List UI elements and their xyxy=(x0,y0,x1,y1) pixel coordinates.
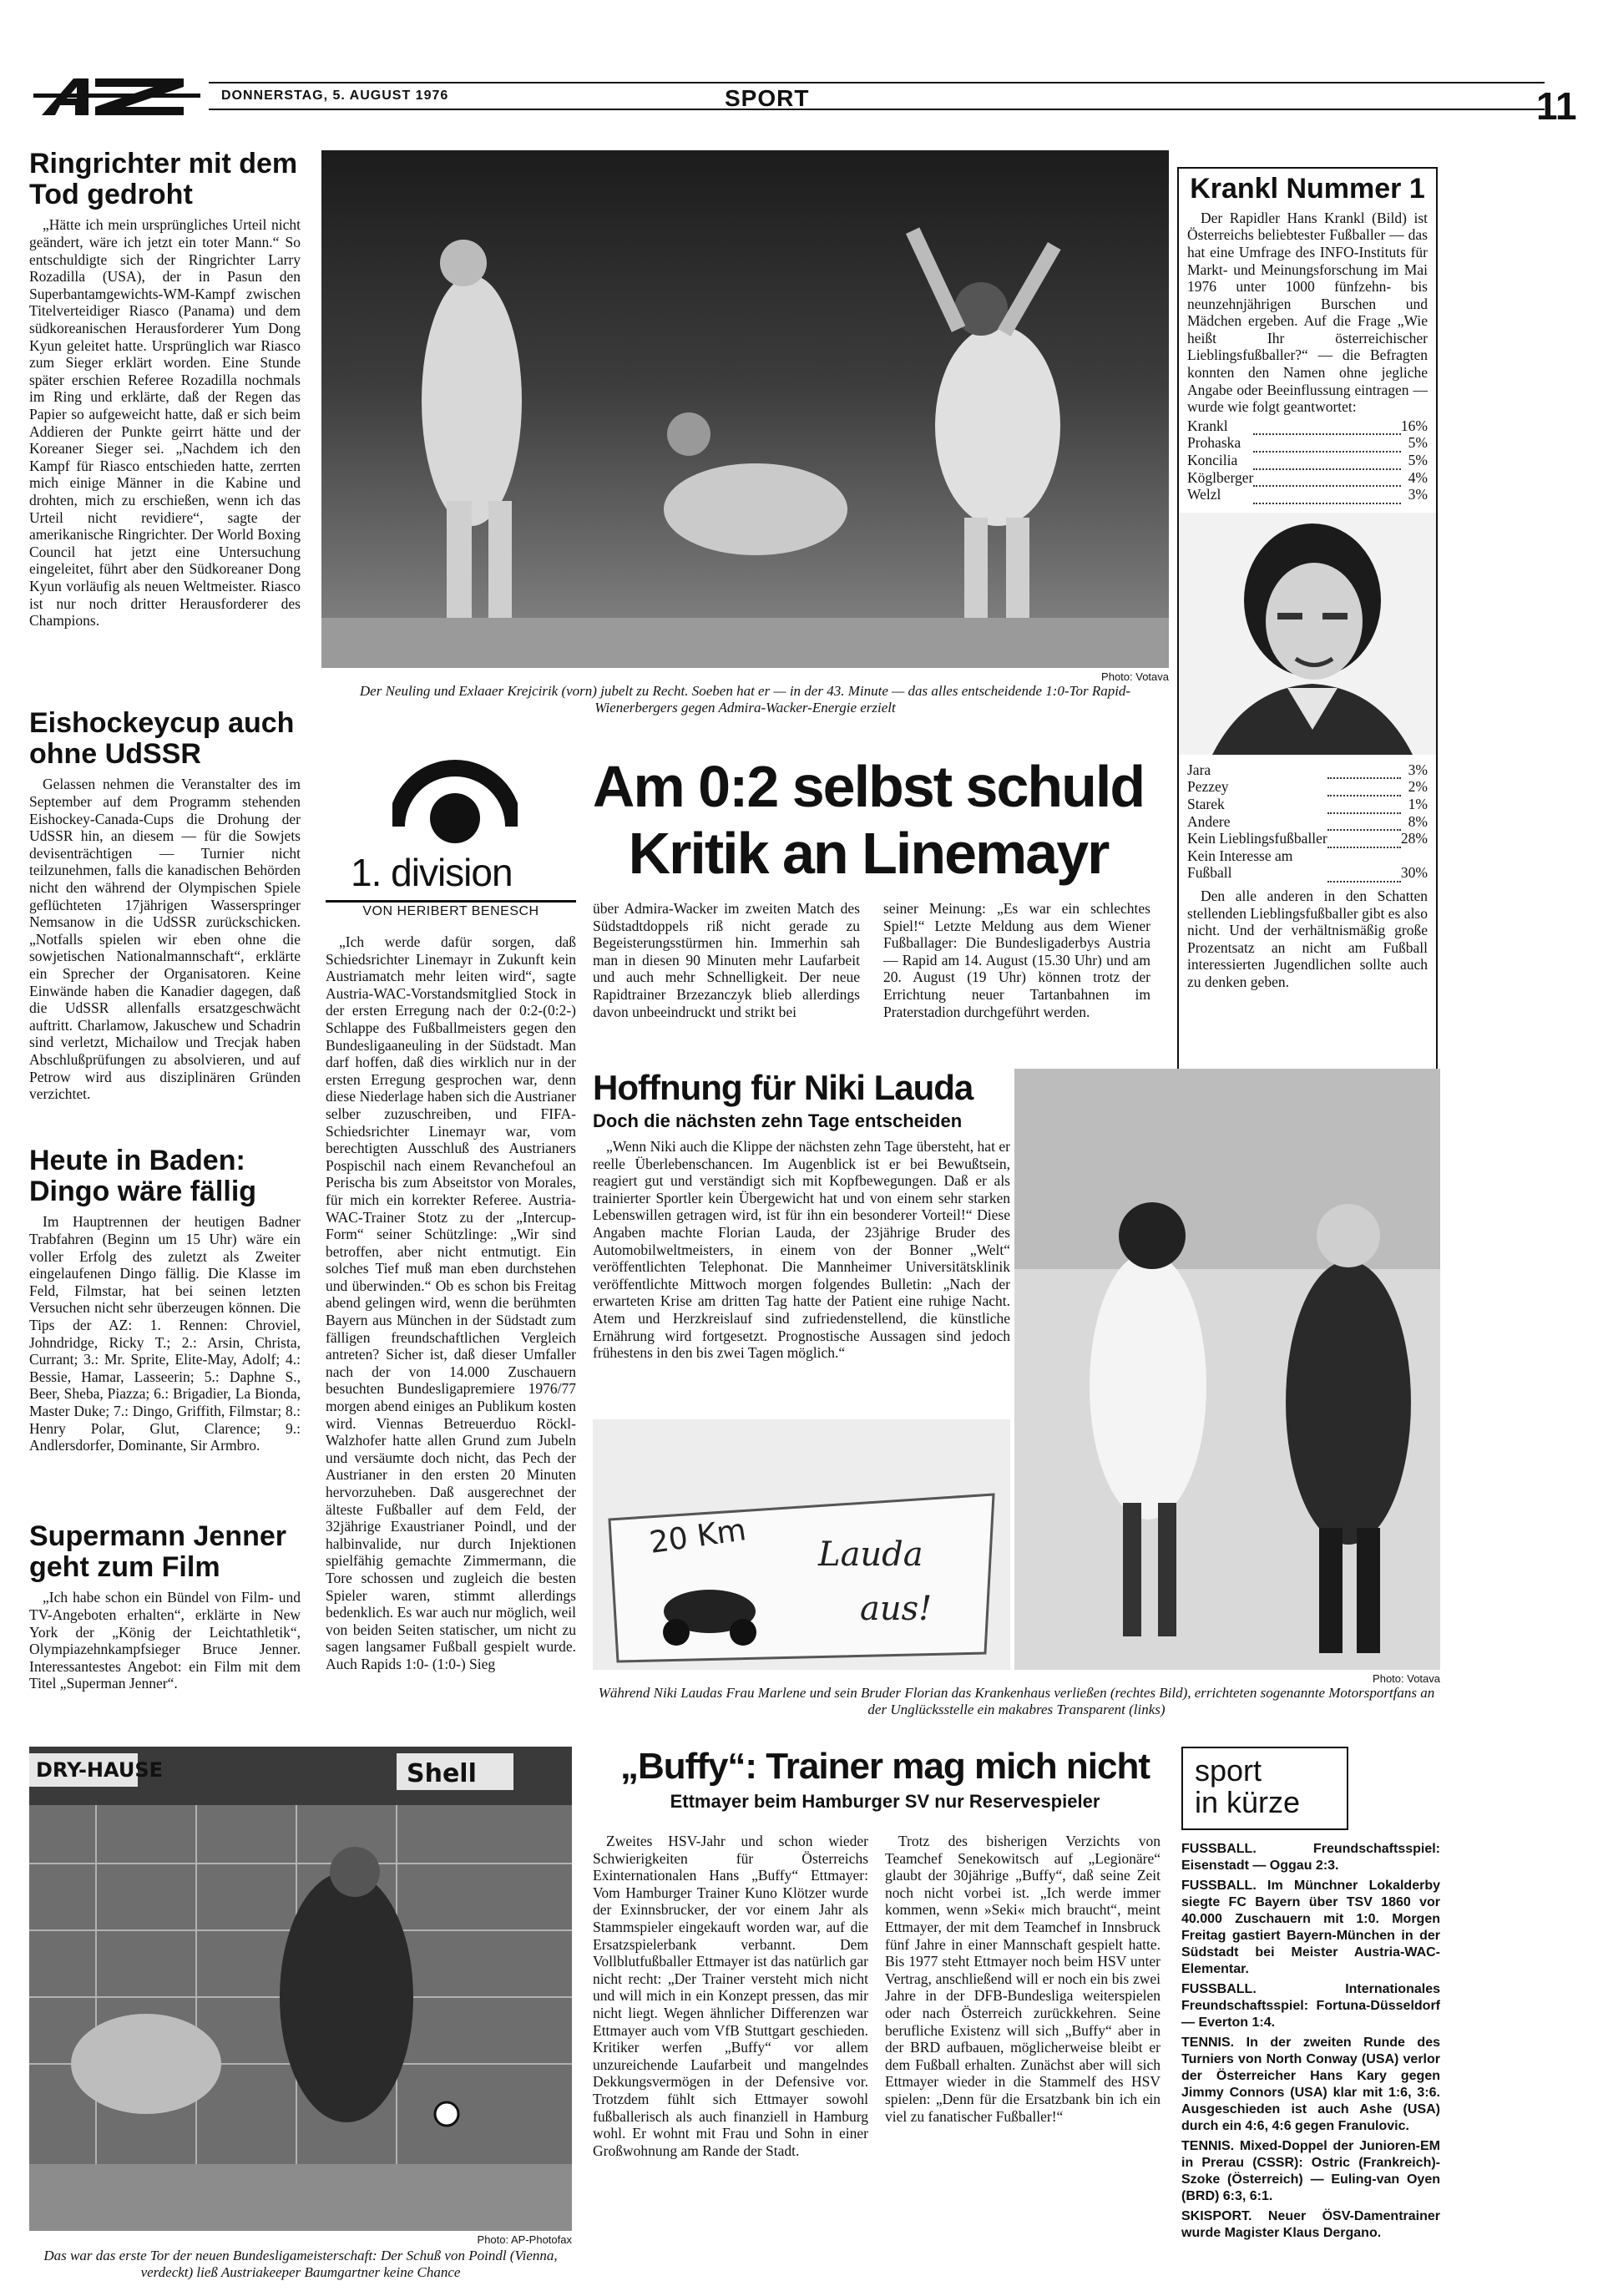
kurz-item-label: FUSSBALL. xyxy=(1181,1879,1257,1893)
division-headline-1: Am 0:2 selbst schuld xyxy=(592,754,1145,819)
goal-scene-image xyxy=(29,1747,572,2231)
ad-board-1: DRY-HAUSE xyxy=(36,1758,163,1782)
kurz-box-line-2: in kürze xyxy=(1195,1785,1301,1819)
article-body: „Ich habe schon ein Bündel von Film- und TV-Angeboten erhalten“, erklärte in New York der „König der Leichtathletik“, Olympiazehnkampfsieger Bruce Jenner. Interessantestes Angebot: ein Film mit dem Titel „Superman Jenner“. xyxy=(29,1589,301,1692)
poll-row: Koncilia 5% xyxy=(1187,452,1428,469)
division-logo xyxy=(326,751,576,910)
headline: Hoffnung für Niki Lauda xyxy=(593,1068,973,1107)
kurz-item xyxy=(1181,2035,1440,2135)
kurz-item xyxy=(1181,2138,1440,2205)
kurz-item-label: TENNIS. xyxy=(1181,2139,1235,2153)
division-emblem-icon xyxy=(392,751,518,856)
photo-credit: Photo: Votava xyxy=(1373,1672,1440,1685)
svg-text:Lauda: Lauda xyxy=(818,1535,923,1574)
kurz-item xyxy=(1181,1878,1440,1978)
division-headline-2: Kritik an Linemayr xyxy=(628,821,1109,886)
ad-board-2: Shell xyxy=(407,1759,477,1788)
photo-caption: Der Neuling und Exlaaer Krejcirik (vorn) jubelt zu Recht. Soeben hat er — in der 43. Minute — das alles entscheidende 1:0-Tor Rapid-Wienerbergers gegen Admira-Wacker-Energie erzielt xyxy=(359,683,1131,716)
section-title: SPORT xyxy=(725,85,810,111)
top-photo xyxy=(321,150,1169,668)
kurz-item-text: Neuer ÖSV-Damentrainer wurde Magister Klaus Dergano. xyxy=(1181,2209,1440,2240)
article-body: Im Hauptrennen der heutigen Badner Trabfahren (Beginn um 15 Uhr) wäre ein voller Erfolg des zuletzt als Zweiter eingelaufenen Dingo fällig. Die Klasse im Feld, Filmstar, hat bei seinen letzten Versuchen nicht sehr überzeugen können. Die Tips der AZ: 1. Rennen: Chroviel, Johndridge, Ricky T.; 2.: Arsin, Christa, Currant; 3.: Mr. Sprite, Elite-May, Adolf; 4.: Bessie, Hamar, Lasseerin; 5.: Daphne S., Beer, Sheba, Piazza; 6.: Brigadier, La Bionda, Master Duke; 7.: Dingo, Griffith, Filmstar; 8.: Henry Polar, Glut, Clarence; 9.: Andlersdorfer, Dominante, Sir Armbro. xyxy=(29,1213,301,1454)
family-image xyxy=(1014,1069,1440,1670)
kurz-item-label: FUSSBALL. xyxy=(1181,1842,1257,1856)
headline: Ringrichter mit dem Tod gedroht xyxy=(29,148,298,210)
poll-table-top xyxy=(1187,417,1428,504)
poll-row: Kein Interesse am Fußball 30% xyxy=(1187,847,1428,882)
article-ringrichter xyxy=(29,149,301,630)
lauda-family-photo xyxy=(1014,1069,1440,1670)
article-lauda xyxy=(593,1069,1010,1362)
svg-text:aus!: aus! xyxy=(860,1590,933,1628)
poll-row: Andere 8% xyxy=(1187,812,1428,830)
buffy-col-2: Trotz des bisherigen Verzichts von Teamchef Senekowitsch auf „Legionäre“ glaubt der 30jährige „Buffy“, daß seine Zeit noch nicht vorbei ist. „Ich werde immer kommen, wenn »Seki« mich braucht“, meint Ettmayer, der mit dem Teamchef in Innsbruck fünf Jahre in einer Mannschaft gespielt hatte. Bis 1977 steht Ettmayer noch beim HSV unter Vertrag, anschließend will er noch ein bis zwei Jahre in der DFB-Bundesliga weiterspielen oder nach Österreich zurückkehren. Seine berufliche Existenz will sich „Buffy“ aber in der BRD aufbauen, möglicherweise bleibt er dem Fußball erhalten. Zunächst aber will sich Ettmayer wieder in die Stammelf des HSV spielen: „Denn für die Ersatzbank bin ich ein viel zu fanatischer Fußballer!“ xyxy=(885,1833,1161,2125)
article-body: Gelassen nehmen die Veranstalter des im September auf dem Programm stehenden Eishockey-Canada-Cups die Drohung der UdSSR hin, an diesem — für die Sowjets devisenträchtigen — Turnier nicht teilzunehmen, falls die kanadischen Behörden nicht den während der Olympischen Spiele geflüchteten 17jährigen Wasserspringer Nemsanow in die UdSSR zurückschicken. „Notfalls spielen wir eben ohne die sowjetischen Nationalmannschaft“, erklärte ein Sprecher der Organisatoren. Keine Einwände haben die Kanadier dagegen, daß die UdSSR allenfalls ersatzgeschwächt auftritt. Charlamow, Jakuschew und Schadrin sind verletzt, Michailow und Trecjak haben Abschlußprüfungen zu absolvieren, und auf Petrow wird aus disziplinären Gründen verzichtet. xyxy=(29,776,301,1103)
masthead xyxy=(33,73,1444,124)
poll-row: Jara 3% xyxy=(1187,761,1428,778)
poll-row: Starek 1% xyxy=(1187,796,1428,812)
photo-credit: Photo: AP-Photofax xyxy=(477,2233,572,2246)
article-jenner xyxy=(29,1521,301,1692)
subheadline: Doch die nächsten zehn Tage entscheiden xyxy=(593,1110,963,1132)
issue-date: DONNERSTAG, 5. AUGUST 1976 xyxy=(221,89,449,103)
krankl-portrait xyxy=(1179,513,1436,755)
headline: Eishockeycup auch ohne UdSSR xyxy=(29,707,295,770)
kurz-item xyxy=(1181,1981,1440,2031)
krankl-outro: Den alle anderen in den Schatten stellenden Lieblingsfußballer gibt es also nicht. Und der verhältnismäßig große Prozentsatz an nicht am Fußball interessierten Jugendlichen sollte auch zu denken geben. xyxy=(1187,887,1428,990)
headline: „Buffy“: Trainer mag mich nicht xyxy=(620,1746,1150,1787)
poll-row: Kein Lieblingsfußballer 28% xyxy=(1187,830,1428,847)
kurz-item-text: Mixed-Doppel der Junioren-EM in Prerau (CSSR): Ostric (Frankreich)-Szoke (Österreich) — Euling-van Oyen (BRD) 6:3, 6:1. xyxy=(1181,2139,1440,2203)
division-logo-text: 1. division xyxy=(351,851,513,894)
bottom-photo xyxy=(29,1747,572,2231)
division-col-2: über Admira-Wacker im zweiten Match des Südstadtdoppels riß nicht gerade zu Begeisterungsstürmen hin. Immerhin sah man in diesen 90 Minuten mehr Laufarbeit und auch mehr Schnelligkeit. Der neue Rapidtrainer Brzezanczyk blieb allerdings davon unbeeindruckt und strikt bei xyxy=(593,900,860,1020)
poll-table-bottom xyxy=(1187,761,1428,882)
subheadline: Ettmayer beim Hamburger SV nur Reservespieler xyxy=(670,1790,1100,1812)
krankl-box xyxy=(1177,167,1438,1070)
headline: Krankl Nummer 1 xyxy=(1190,173,1425,205)
article-body: „Wenn Niki auch die Klippe der nächsten zehn Tage übersteht, hat er reelle Überlebenschancen. Im Augenblick ist er bei Bewußtsein, reagiert gut und verständigt sich mit Kopfbewegungen. Daß er als trainierter Sportler kein Übergewicht hat und von einem sehr starken Lebenswillen getragen wird, ist für ihn ein besonderer Vorteil!“ Diese Angaben machte Florian Lauda, der 23jährige Bruder des Automobilweltmeisters, in einem von der Bonner „Welt“ veröffentlichten Telephonat. Die Mannheimer Universitätsklinik veröffentlichte Mittwoch morgen folgendes Bulletin: „Nach der erwarteten Krise am dritten Tag hatte der Patient eine ruhige Nacht. Atem und Herzkreislauf sind zufriedenstellend, die künstliche Ernährung wird fortgesetzt. Prognostische Aussagen sind jedoch frühestens in den bis zwei Tagen möglich.“ xyxy=(593,1138,1010,1362)
kurz-item-text: Im Münchner Lokalderby siegte FC Bayern über TSV 1860 vor 40.000 Zuschauern mit 1:0. Morgen Freitag gastiert Bayern-München in der Südstadt bei Meister Austria-WAC-Elementar. xyxy=(1181,1879,1440,1976)
poll-row: Welzl 3% xyxy=(1187,486,1428,503)
kurz-item-label: TENNIS. xyxy=(1181,2036,1235,2050)
poll-row: Krankl 16% xyxy=(1187,417,1428,434)
football-scene-image xyxy=(321,150,1169,668)
article-eishockey xyxy=(29,708,301,1103)
svg-text:20 Km: 20 Km xyxy=(647,1513,749,1560)
kurz-item xyxy=(1181,2208,1440,2242)
poll-row: Pezzey 2% xyxy=(1187,778,1428,796)
kurz-item-label: FUSSBALL. xyxy=(1181,1982,1257,1996)
photo-caption: Das war das erste Tor der neuen Bundesligameisterschaft: Der Schuß von Poindl (Vienna, verdeckt) ließ Austriakeeper Baumgartner keine Chance xyxy=(43,2248,558,2280)
page-number: 11 xyxy=(1536,84,1577,128)
article-baden xyxy=(29,1145,301,1454)
kurz-item xyxy=(1181,1841,1440,1874)
buffy-col-1: Zweites HSV-Jahr und schon wieder Schwierigkeiten für Österreichs Exinternationalen Hans „Buffy“ Ettmayer: Vom Hamburger Trainer Kuno Klötzer wurde der Exinnsbrucker, der vor einem Jahr als Stammspieler eingekauft worden war, auf die Ersatzspielerbank verbannt. Dem Vollblutfußballer Ettmayer ist das natürlich gar nicht recht: „Der Trainer versteht mich nicht und will mich in ein Konzept pressen, das mir nicht liegt. Wegen ähnlicher Differenzen war Ettmayer auch vom VfB Stuttgart geschieden. Kritiker werfen „Buffy“ vor allem unzureichende Laufarbeit und mangelndes Dekkungsvermögen in der Defensive vor. Trotzdem fühlt sich Ettmayer sowohl fußballerisch als auch finanziell in Hamburg wohl. Er wohnt mit Frau und Sohn in einer Großwohnung am Rande der Stadt. xyxy=(593,1833,868,2159)
portrait-image xyxy=(1179,513,1436,755)
division-col-3: seiner Meinung: „Es war ein schlechtes Spiel!“ Letzte Meldung aus dem Wiener Fußballager: Die Bundesligaderbys Austria — Rapid am 14. August (15.30 Uhr) und am 20. August (19 Uhr) können trotz der Errichtung neuer Tartanbahnen im Praterstadion durchgeführt werden. xyxy=(883,900,1150,1020)
division-col-1: „Ich werde dafür sorgen, daß Schiedsrichter Linemayr in Zukunft kein Austriamatch mehr leiten wird“, sagte Austria-WAC-Vorstandsmitglied Stock in der ersten Erregung nach der 0:2-(0:2-) Schlappe des Fußballmeisters gegen den Bundesligaaneuling in der Südstadt. Man darf hoffen, daß dies wirklich nur in der ersten Erregung gesprochen war, denn diese Niederlage haben sich die Austrianer selber zuzuschreiben, und FIFA-Schiedsrichter Linemayr war, vom berechtigten Ausschluß des Austrianers Pospischil nach einem Revanchefoul an Perischa bis zum Abseitstor von Morales, für mich ein korrekter Referee. Austria-WAC-Trainer Stotz zu der „Intercup-Form“ seiner Schützlinge: „Wir sind betroffen, aber nicht entmutigt. Ein solches Tief muß man eben durchstehen und überwinden.“ Ob es schon bis Freitag abend gelingen wird, wenn die berühmten Bayern aus München in der Südstadt zum fälligen freundschaftlichen Vergleich antreten? Sicher ist, daß dieser Umfaller nach der von 14.000 Zuschauern besuchten Bundesligapremiere 1976/77 morgen abend einiges an Publikum kosten wird. Viennas Betreuerduo Röckl-Walzhofer hatte allen Grund zum Jubeln und versäumte doch nicht, das Pech der Austrianer in den ersten 20 Minuten hervorzuheben. Daß ausgerechnet der älteste Fußballer auf dem Feld, der 32jährige Exaustrianer Poindl, und der halbinvalide, nur durch Injektionen spielfähig gemachte Zimmermann, die Tore schossen und zugleich die besten Spieler waren, stimmt allerdings bedenklich. Es war auch nur möglich, weil von beiden Seiten statischer, um nicht zu sagen langsamer Fußball gespielt wurde. Auch Rapids 1:0- (1:0-) Sieg xyxy=(326,933,576,1672)
headline: Heute in Baden: Dingo wäre fällig xyxy=(29,1145,257,1207)
photo-credit: Photo: Votava xyxy=(1101,670,1169,683)
banner-image xyxy=(593,1419,1010,1670)
kurz-box xyxy=(1181,1747,1348,1830)
poll-row: Köglberger 4% xyxy=(1187,468,1428,486)
kurz-item-text: In der zweiten Runde des Turniers von North Conway (USA) verlor der Österreicher Hans Kary gegen Jimmy Connors (USA) klar mit 1:6, 3:6. Ausgeschieden ist auch Ashe (USA) durch ein 4:6, 4:6 gegen Franulovic. xyxy=(1181,2036,1440,2133)
article-buffy xyxy=(593,1747,1177,1811)
photo-caption: Während Niki Laudas Frau Marlene und sein Bruder Florian das Krankenhaus verließen (rechtes Bild), errichteten sogenannte Motorsportfans an der Unglücksstelle ein makabres Transparent (links) xyxy=(598,1685,1435,1717)
lauda-banner-photo xyxy=(593,1419,1010,1670)
kurz-item-label: SKISPORT. xyxy=(1181,2209,1252,2223)
kurz-item-text: Internationales Freundschaftsspiel: Fortuna-Düsseldorf — Everton 1:4. xyxy=(1181,1982,1440,2030)
byline: VON HERIBERT BENESCH xyxy=(362,904,539,918)
kurz-list xyxy=(1181,1841,1440,2245)
krankl-intro: Der Rapidler Hans Krankl (Bild) ist Österreichs beliebtester Fußballer — das hat eine Umfrage des INFO-Instituts für Markt- und Meinungsforschung im Mai 1976 unter 1000 fünfzehn- bis neunzehnjährigen Burschen und Mädchen ergeben. Auf die Frage „Wie heißt Ihr österreichischer Lieblingsfußballer?“ — die Befragten konnten den Namen ohne jegliche Angabe oder Beeinflussung eintragen — wurde wie folgt geantwortet: xyxy=(1187,209,1428,416)
headline: Supermann Jenner geht zum Film xyxy=(29,1520,286,1583)
kurz-box-line-1: sport xyxy=(1195,1753,1262,1788)
az-logo xyxy=(33,73,200,119)
kurz-item-text: Freundschaftsspiel: Eisenstadt — Oggau 2:3. xyxy=(1181,1842,1440,1873)
article-body: „Hätte ich mein ursprüngliches Urteil nicht geändert, wäre ich jetzt ein toter Mann.“ So entschuldigte sich der Ringrichter Larry Rozadilla (USA), der in Pasun den Superbantamgewichts-WM-Kampf zwischen Titelverteidiger Riasco (Panama) und dem südkoreanischen Herausforderer Yum Dong Kyun geleitet hatte. Ursprünglich war Riasco zum Sieger erklärt worden. Eine Stunde später erschien Referee Rozadilla nochmals im Ring und erklärte, daß der Regen das Papier so aufgeweicht hatte, daß er sich beim Addieren der Punkte geirrt hätte und der Koreaner Sieger sei. „Nachdem ich den Kampf für Riasco entschieden hatte, zerrten mich einige Männer in die Kabine und drohten, mich zu erschießen, wenn ich das Urteil nicht revidiere“, sagte der amerikanische Ringrichter. Der World Boxing Council hat jetzt eine Untersuchung eingeleitet, führt aber den Südkoreaner Dong Kyun vorläufig als neuen Weltmeister. Riasco ist nur noch dritter Herausforderer des Champions. xyxy=(29,216,301,630)
poll-row: Prohaska 5% xyxy=(1187,434,1428,452)
